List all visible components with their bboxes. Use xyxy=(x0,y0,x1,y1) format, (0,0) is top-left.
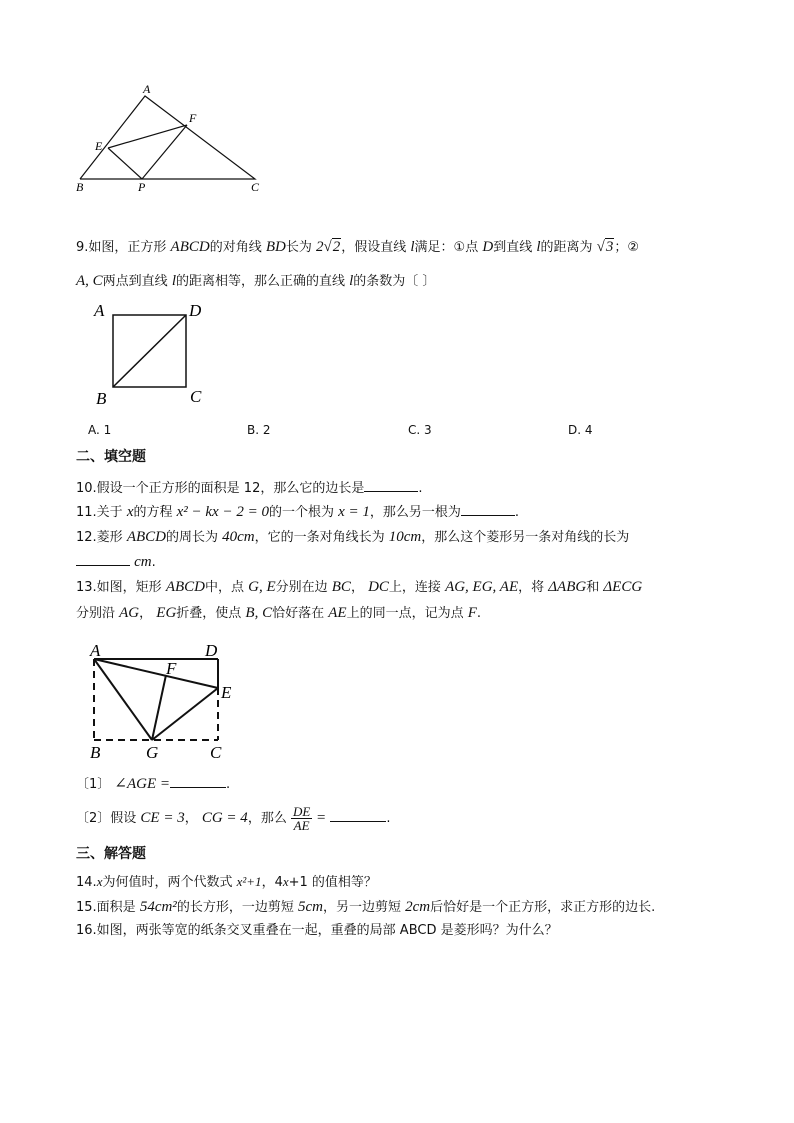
section-heading-fill-in: 二、填空题 xyxy=(76,449,146,465)
square-figure-q9 xyxy=(90,298,220,410)
vertex-label-a: A xyxy=(143,82,151,96)
vertex-label-a: A xyxy=(90,641,101,660)
option-c[interactable]: C. 3 xyxy=(408,423,432,437)
question-13-line-2: 分别沿 AG， EG折叠，使点 B, C恰好落在 AE上的同一点，记为点 F. xyxy=(76,605,482,621)
question-12-line-1: 12.菱形 ABCD的周长为 40cm，它的一条对角线长为 10cm，那么这个菱形另一条对角线的长为 xyxy=(76,529,630,545)
vertex-label-e: E xyxy=(221,683,232,702)
question-13-part-1: 〔1〕 ∠AGE = . xyxy=(76,776,231,792)
rectangle-fold-figure-q13 xyxy=(80,638,250,762)
question-13-line-1: 13.如图，矩形 ABCD中，点 G, E分别在边 BC， DC上，连接 AG, EG, AE，将 ΔABG和 ΔECG xyxy=(76,579,643,595)
vertex-label-p: P xyxy=(138,180,146,194)
question-12-line-2: cm. xyxy=(76,553,156,572)
answer-blank[interactable] xyxy=(461,503,515,516)
question-16: 16.如图，两张等宽的纸条交叉重叠在一起，重叠的局部 ABCD 是菱形吗？为什么？ xyxy=(76,923,558,938)
vertex-label-f: F xyxy=(166,659,177,678)
question-9-line-2: A, C两点到直线 l的距离相等，那么正确的直线 l的条数为〔 〕 xyxy=(76,273,436,289)
vertex-label-c: C xyxy=(190,387,202,406)
answer-blank[interactable] xyxy=(330,809,386,822)
question-10: 10.假设一个正方形的面积是 12，那么它的边长是 . xyxy=(76,481,423,496)
vertex-label-f: F xyxy=(189,111,197,125)
triangle-figure-q8 xyxy=(70,80,280,198)
answer-blank[interactable] xyxy=(364,479,418,492)
vertex-label-c: C xyxy=(210,743,222,762)
question-9-line-1: 9.如图，正方形 ABCD的对角线 BD长为 2√2，假设直线 l满足：①点 D到直线 l的距离为 √3；② xyxy=(76,239,640,255)
answer-blank[interactable] xyxy=(170,775,226,788)
vertex-label-c: C xyxy=(251,180,260,194)
vertex-label-d: D xyxy=(205,641,218,660)
vertex-label-b: B xyxy=(76,180,84,194)
vertex-label-e: E xyxy=(95,139,103,153)
vertex-label-d: D xyxy=(189,301,202,320)
vertex-label-g: G xyxy=(146,743,159,762)
answer-blank[interactable] xyxy=(76,553,130,566)
option-b[interactable]: B. 2 xyxy=(247,423,271,437)
question-14: 14.x为何值时，两个代数式 x²+1，4x+1 的值相等？ xyxy=(76,874,377,890)
question-15: 15.面积是 54cm²的长方形，一边剪短 5cm，另一边剪短 2cm后恰好是一个正方形，求正方形的边长. xyxy=(76,899,656,915)
option-a[interactable]: A. 1 xyxy=(88,423,112,437)
question-13-part-2: 〔2〕假设 CE = 3， CG = 4，那么 $\frac{DE}{AE}$ = . xyxy=(76,804,391,833)
vertex-label-a: A xyxy=(94,301,105,320)
vertex-label-b: B xyxy=(90,743,101,762)
option-d[interactable]: D. 4 xyxy=(568,423,593,437)
question-11: 11.关于 x的方程 x² − kx − 2 = 0的一个根为 x = 1，那么另一根为 . xyxy=(76,504,520,520)
vertex-label-b: B xyxy=(96,389,107,408)
section-heading-solve: 三、解答题 xyxy=(76,846,146,862)
fraction-de-ae: $\frac{DE}{AE}$ xyxy=(292,804,311,833)
